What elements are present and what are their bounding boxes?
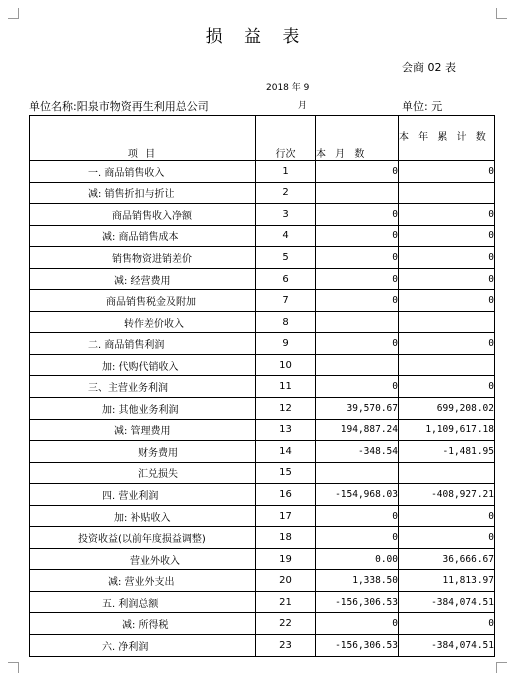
table-row — [30, 225, 495, 247]
table-row — [30, 268, 495, 290]
row-year-to-date: 0 — [399, 225, 495, 247]
table-row — [30, 462, 495, 484]
row-item-label: 财务费用 — [30, 441, 256, 463]
table-row — [30, 333, 495, 355]
row-year-to-date: 0 — [399, 161, 495, 183]
row-year-to-date — [399, 311, 495, 333]
row-line-number: 5 — [256, 247, 316, 269]
row-year-to-date — [399, 462, 495, 484]
row-line-number: 21 — [256, 591, 316, 613]
table-header-row — [30, 116, 495, 161]
row-line-number: 4 — [256, 225, 316, 247]
row-year-to-date: 0 — [399, 505, 495, 527]
row-year-to-date: -384,074.51 — [399, 635, 495, 657]
row-line-number: 9 — [256, 333, 316, 355]
row-current-month — [316, 462, 399, 484]
period-year: 2018 年 9 — [266, 83, 310, 93]
row-year-to-date: 0 — [399, 247, 495, 269]
row-current-month: -156,306.53 — [316, 591, 399, 613]
row-current-month: 194,887.24 — [316, 419, 399, 441]
row-current-month — [316, 311, 399, 333]
crop-mark-top-right — [496, 8, 507, 19]
table-row — [30, 311, 495, 333]
crop-mark-bottom-left — [8, 662, 19, 673]
column-header-line: 行次 — [256, 116, 316, 161]
row-line-number: 6 — [256, 268, 316, 290]
table-row — [30, 613, 495, 635]
table-row — [30, 419, 495, 441]
crop-mark-top-left — [8, 8, 19, 19]
row-item-label: 销售物资进销差价 — [30, 247, 256, 269]
row-current-month: 0.00 — [316, 548, 399, 570]
row-current-month: 0 — [316, 376, 399, 398]
row-item-label: 加: 其他业务利润 — [30, 398, 256, 420]
row-item-label: 减: 管理费用 — [30, 419, 256, 441]
row-item-label: 六. 净利润 — [30, 635, 256, 657]
row-item-label: 减: 销售折扣与折让 — [30, 182, 256, 204]
column-header-ytd: 本 年 累 计 数 — [399, 116, 495, 161]
row-item-label: 投资收益(以前年度损益调整) — [30, 527, 256, 549]
row-current-month: -348.54 — [316, 441, 399, 463]
row-line-number: 17 — [256, 505, 316, 527]
row-item-label: 五. 利润总额 — [30, 591, 256, 613]
row-item-label: 二. 商品销售利润 — [30, 333, 256, 355]
row-current-month: 0 — [316, 225, 399, 247]
row-line-number: 20 — [256, 570, 316, 592]
income-statement-table — [29, 115, 495, 657]
row-line-number: 12 — [256, 398, 316, 420]
row-year-to-date: 0 — [399, 333, 495, 355]
table-row — [30, 591, 495, 613]
row-item-label: 减: 经营费用 — [30, 268, 256, 290]
column-header-month: 本 月 数 — [316, 116, 399, 161]
row-year-to-date: 36,666.67 — [399, 548, 495, 570]
row-current-month: 0 — [316, 290, 399, 312]
table-row — [30, 376, 495, 398]
row-item-label: 转作差价收入 — [30, 311, 256, 333]
row-year-to-date: -1,481.95 — [399, 441, 495, 463]
row-current-month: -156,306.53 — [316, 635, 399, 657]
row-year-to-date: -384,074.51 — [399, 591, 495, 613]
row-year-to-date: 0 — [399, 613, 495, 635]
table-row — [30, 505, 495, 527]
row-year-to-date — [399, 182, 495, 204]
row-line-number: 13 — [256, 419, 316, 441]
row-year-to-date — [399, 354, 495, 376]
row-current-month: 0 — [316, 268, 399, 290]
row-line-number: 23 — [256, 635, 316, 657]
table-row — [30, 441, 495, 463]
row-item-label: 加: 代购代销收入 — [30, 354, 256, 376]
row-line-number: 2 — [256, 182, 316, 204]
column-header-item: 项 目 — [30, 116, 256, 161]
row-current-month: -154,968.03 — [316, 484, 399, 506]
row-current-month: 0 — [316, 613, 399, 635]
row-current-month: 0 — [316, 247, 399, 269]
row-line-number: 10 — [256, 354, 316, 376]
row-item-label: 四. 营业利润 — [30, 484, 256, 506]
row-item-label: 营业外收入 — [30, 548, 256, 570]
table-row — [30, 484, 495, 506]
table-row — [30, 354, 495, 376]
row-current-month: 0 — [316, 204, 399, 226]
row-item-label: 一. 商品销售收入 — [30, 161, 256, 183]
period-month: 月 — [298, 101, 308, 111]
row-year-to-date: 0 — [399, 527, 495, 549]
row-year-to-date: 0 — [399, 376, 495, 398]
row-year-to-date: 1,109,617.18 — [399, 419, 495, 441]
row-item-label: 加: 补贴收入 — [30, 505, 256, 527]
row-item-label: 三、主营业务利润 — [30, 376, 256, 398]
row-line-number: 22 — [256, 613, 316, 635]
row-current-month: 0 — [316, 161, 399, 183]
row-year-to-date: 699,208.02 — [399, 398, 495, 420]
row-year-to-date: 0 — [399, 268, 495, 290]
row-line-number: 15 — [256, 462, 316, 484]
row-line-number: 14 — [256, 441, 316, 463]
row-year-to-date: 0 — [399, 204, 495, 226]
table-row — [30, 182, 495, 204]
currency-unit: 单位: 元 — [402, 100, 443, 113]
row-current-month: 1,338.50 — [316, 570, 399, 592]
table-row — [30, 527, 495, 549]
row-current-month: 0 — [316, 333, 399, 355]
table-row — [30, 635, 495, 657]
table-row — [30, 247, 495, 269]
row-line-number: 3 — [256, 204, 316, 226]
row-item-label: 商品销售收入净额 — [30, 204, 256, 226]
row-line-number: 1 — [256, 161, 316, 183]
row-line-number: 16 — [256, 484, 316, 506]
row-year-to-date: -408,927.21 — [399, 484, 495, 506]
row-year-to-date: 0 — [399, 290, 495, 312]
table-row — [30, 204, 495, 226]
form-code: 会商 02 表 — [402, 61, 456, 74]
unit-name: 单位名称:阳泉市物资再生利用总公司 — [29, 100, 209, 113]
table-row — [30, 290, 495, 312]
row-current-month: 39,570.67 — [316, 398, 399, 420]
row-item-label: 汇兑损失 — [30, 462, 256, 484]
row-line-number: 7 — [256, 290, 316, 312]
row-line-number: 11 — [256, 376, 316, 398]
page-title: 损 益 表 — [205, 27, 308, 47]
row-current-month: 0 — [316, 505, 399, 527]
row-item-label: 减: 营业外支出 — [30, 570, 256, 592]
row-current-month — [316, 182, 399, 204]
row-current-month: 0 — [316, 527, 399, 549]
row-line-number: 8 — [256, 311, 316, 333]
row-item-label: 减: 商品销售成本 — [30, 225, 256, 247]
row-item-label: 商品销售税金及附加 — [30, 290, 256, 312]
table-body — [30, 161, 495, 657]
crop-mark-bottom-right — [496, 662, 507, 673]
row-line-number: 19 — [256, 548, 316, 570]
table-row — [30, 161, 495, 183]
table-row — [30, 570, 495, 592]
row-line-number: 18 — [256, 527, 316, 549]
row-current-month — [316, 354, 399, 376]
table-row — [30, 548, 495, 570]
row-item-label: 减: 所得税 — [30, 613, 256, 635]
table-row — [30, 398, 495, 420]
row-year-to-date: 11,813.97 — [399, 570, 495, 592]
